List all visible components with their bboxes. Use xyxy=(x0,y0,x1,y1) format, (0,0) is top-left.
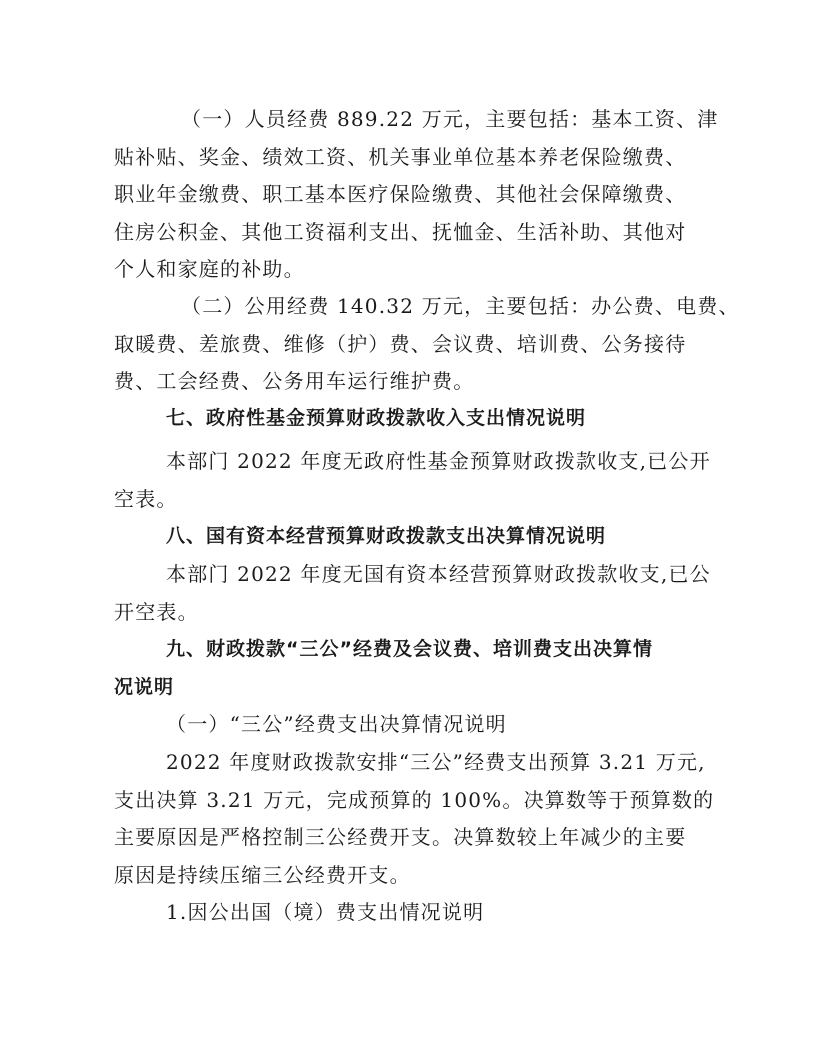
subheading-three-public xyxy=(114,706,700,744)
text-line: 本部门 2022 年度无政府性基金预算财政拨款收支,已公开 xyxy=(166,449,711,473)
text-line: 住房公积金、其他工资福利支出、抚恤金、生活补助、其他对 xyxy=(114,219,687,244)
text-line: 费、工会经费、公务用车运行维护费。 xyxy=(114,369,475,393)
paragraph-personnel-expenses xyxy=(114,101,719,289)
text-line: 支出决算 3.21 万元，完成预算的 100%。决算数等于预算数的 xyxy=(114,787,715,812)
text-line: 开空表。 xyxy=(114,599,199,624)
heading-text: 九、财政拨款“三公”经费及会议费、培训费支出决算情 xyxy=(166,638,653,660)
section-heading-9 xyxy=(114,631,700,706)
text-line: 主要原因是严格控制三公经费开支。决算数较上年减少的主要 xyxy=(114,825,687,849)
text-line: 本部门 2022 年度无国有资本经营预算财政拨款收支,已公 xyxy=(166,562,711,586)
text-line: 空表。 xyxy=(114,486,178,511)
section-heading-7 xyxy=(114,400,700,438)
text-line: 贴补贴、奖金、绩效工资、机关事业单位基本养老保险缴费、 xyxy=(114,144,687,169)
heading-text: 况说明 xyxy=(114,675,175,698)
text-line: 职业年金缴费、职工基本医疗保险缴费、其他社会保障缴费、 xyxy=(114,182,687,206)
text-line: 原因是持续压缩三公经费开支。 xyxy=(114,862,411,887)
text-line: 个人和家庭的补助。 xyxy=(114,257,305,281)
text-line: （二）公用经费 140.32 万元，主要包括：办公费、电费、 xyxy=(181,294,740,318)
text-line: 取暖费、差旅费、维修（护）费、会议费、培训费、公务接待 xyxy=(114,331,687,356)
list-item-1 xyxy=(114,894,700,932)
section-heading-8 xyxy=(114,518,700,556)
paragraph-public-expenses xyxy=(114,288,740,401)
paragraph-three-public-budget xyxy=(114,744,715,894)
heading-text: 八、国有资本经营预算财政拨款支出决算情况说明 xyxy=(166,525,607,547)
paragraph-state-capital xyxy=(114,556,711,631)
heading-text: 七、政府性基金预算财政拨款收入支出情况说明 xyxy=(166,407,587,429)
subheading-text: （一）“三公”经费支出决算情况说明 xyxy=(166,712,507,736)
text-line: 2022 年度财政拨款安排“三公”经费支出预算 3.21 万元, xyxy=(166,750,706,774)
list-item-text: 1.因公出国（境）费支出情况说明 xyxy=(166,900,485,924)
text-line: （一）人员经费 889.22 万元，主要包括：基本工资、津 xyxy=(181,107,719,131)
paragraph-government-fund xyxy=(114,443,711,518)
